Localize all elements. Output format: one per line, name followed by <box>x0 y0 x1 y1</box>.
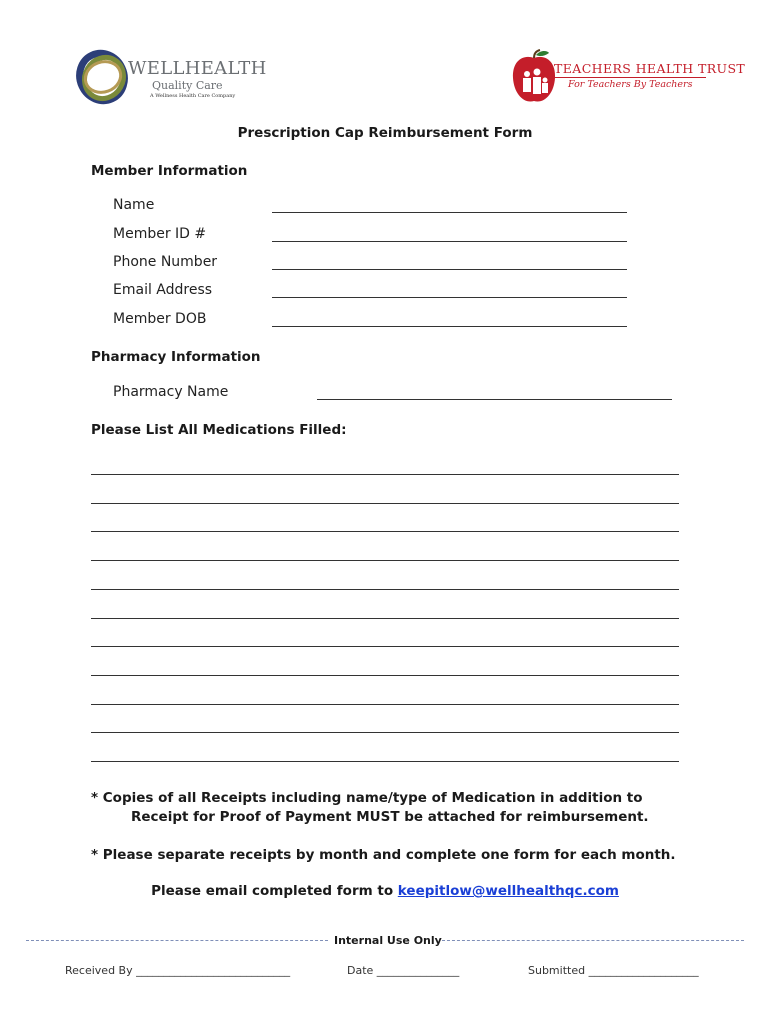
email-instruction-text: Please email completed form to <box>151 883 398 899</box>
wellhealth-subtitle: Quality Care <box>152 79 223 92</box>
member-dob-label: Member DOB <box>113 311 207 327</box>
wellhealth-tagline: A Wellness Health Care Company <box>150 93 236 99</box>
medication-line[interactable] <box>91 704 679 705</box>
medication-line[interactable] <box>91 589 679 590</box>
email-instruction <box>0 883 770 899</box>
medication-line[interactable] <box>91 618 679 619</box>
medication-line[interactable] <box>91 761 679 762</box>
member-id-label: Member ID # <box>113 226 207 242</box>
medication-line[interactable] <box>91 732 679 733</box>
form-title: Prescription Cap Reimbursement Form <box>237 125 533 141</box>
phone-number-field[interactable] <box>272 269 627 270</box>
teachers-health-trust-name: TEACHERS HEALTH TRUST <box>554 61 746 76</box>
name-label: Name <box>113 197 155 213</box>
medication-line[interactable] <box>91 646 679 647</box>
medication-line[interactable] <box>91 675 679 676</box>
pharmacy-information-heading: Pharmacy Information <box>91 349 261 365</box>
name-field[interactable] <box>272 212 627 213</box>
receipts-note-continued: Receipt for Proof of Payment MUST be attached for reimbursement. <box>131 809 649 825</box>
medication-line[interactable] <box>91 474 679 475</box>
teachers-health-trust-tagline: For Teachers By Teachers <box>568 79 693 90</box>
medication-line[interactable] <box>91 503 679 504</box>
receipts-note: * Copies of all Receipts including name/type of Medication in addition to <box>91 790 643 806</box>
submitted-field[interactable]: Submitted ____________________ <box>528 964 699 977</box>
member-information-heading: Member Information <box>91 163 248 179</box>
email-address-field[interactable] <box>272 297 627 298</box>
email-address-label: Email Address <box>113 282 213 298</box>
medication-line[interactable] <box>91 560 679 561</box>
pharmacy-name-label: Pharmacy Name <box>113 384 229 400</box>
medication-line[interactable] <box>91 531 679 532</box>
date-field[interactable]: Date _______________ <box>347 964 460 977</box>
email-link[interactable]: keepitlow@wellhealthqc.com <box>397 883 619 899</box>
phone-number-label: Phone Number <box>113 254 218 270</box>
internal-divider-right <box>442 940 744 941</box>
separate-receipts-note: * Please separate receipts by month and complete one form for each month. <box>91 847 676 863</box>
internal-divider-left <box>26 940 328 941</box>
logo-divider <box>554 77 706 78</box>
member-id-field[interactable] <box>272 241 627 242</box>
internal-use-heading: Internal Use Only <box>334 934 442 947</box>
pharmacy-name-field[interactable] <box>317 399 672 400</box>
wellhealth-name: WELLHEALTH <box>128 58 267 79</box>
received-by-field[interactable]: Received By ____________________________ <box>65 964 291 977</box>
member-dob-field[interactable] <box>272 326 627 327</box>
apple-icon <box>510 48 710 108</box>
medications-heading: Please List All Medications Filled: <box>91 422 347 438</box>
